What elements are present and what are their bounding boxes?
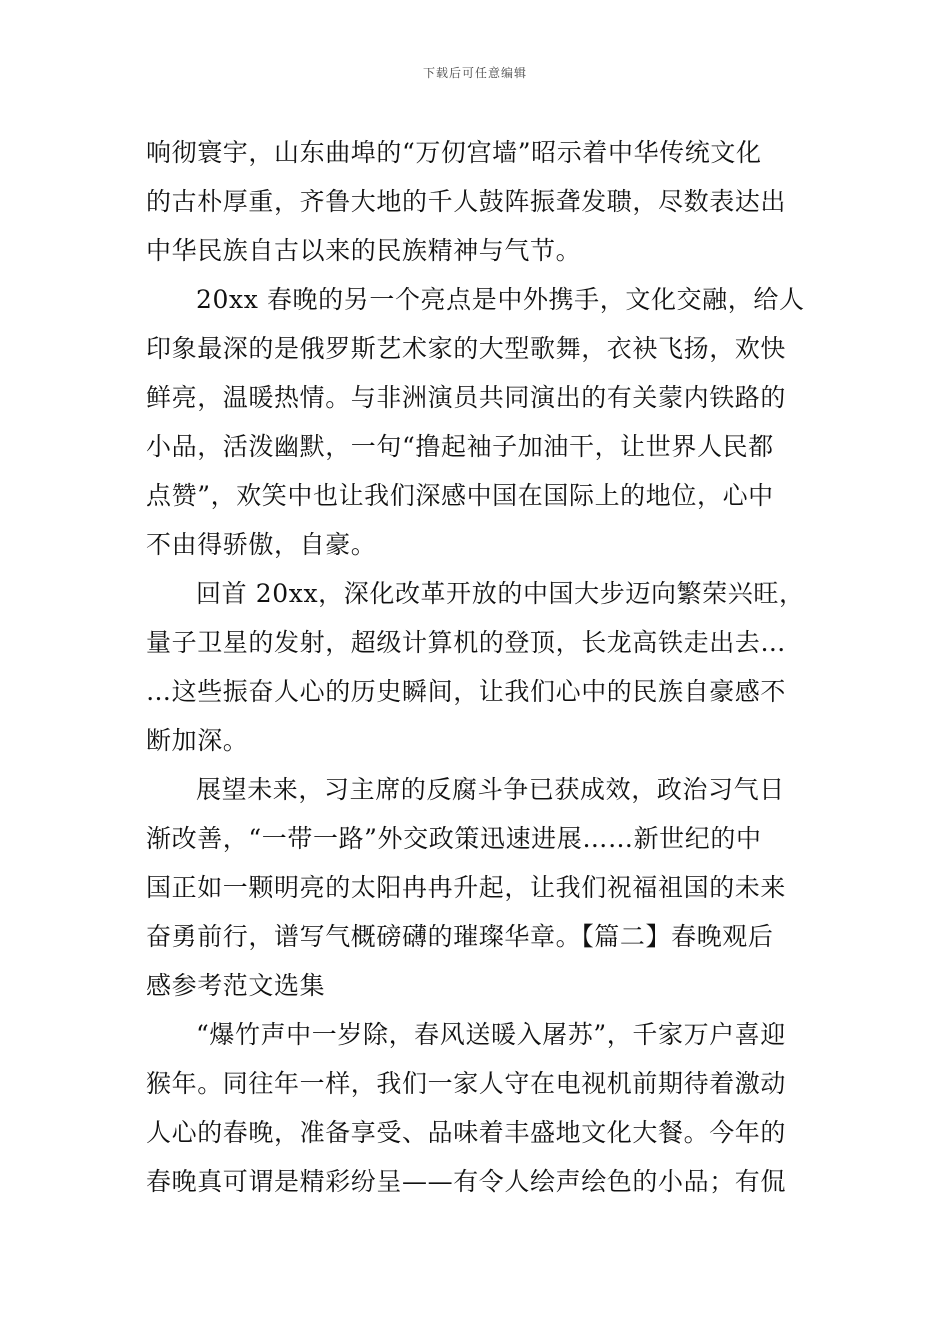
text-line: 小品，活泼幽默，一句“撸起袖子加油干，让世界人民都 [146,432,774,461]
text-line: 奋勇前行，谱写气概磅礴的璀璨华章。【篇二】春晚观后 [146,922,774,951]
text-line: 响彻寰宇，山东曲埠的“万仞宫墙”昭示着中华传统文化 [146,138,762,167]
paragraph-start-line: 20xx 春晚的另一个亮点是中外携手，文化交融，给人 [196,285,805,314]
text-line: 断加深。 [146,726,249,755]
page-header: 下载后可任意编辑 [422,66,527,80]
text-line: 春晚真可谓是精彩纷呈——有令人绘声绘色的小品；有侃 [146,1167,787,1196]
text-line: 人心的春晚，准备享受、品味着丰盛地文化大餐。今年的 [146,1118,787,1147]
paragraph-start-line: 展望未来，习主席的反腐斗争已获成效，政治习气日 [196,775,785,804]
text-line: 点赞”，欢笑中也让我们深感中国在国际上的地位，心中 [146,481,774,510]
text-line: 感参考范文选集 [146,971,326,1000]
text-line: 不由得骄傲，自豪。 [146,530,377,559]
document-body [146,128,806,1206]
paragraph-start-line: 回首 20xx，深化改革开放的中国大步迈向繁荣兴旺， [196,579,805,608]
text-line: 鲜亮，温暖热情。与非洲演员共同演出的有关蒙内铁路的 [146,383,787,412]
text-line: 印象最深的是俄罗斯艺术家的大型歌舞，衣袂飞扬，欢快 [146,334,787,363]
text-line: 渐改善，“一带一路”外交政策迅速进展……新世纪的中 [146,824,762,853]
text-line: 国正如一颗明亮的太阳冉冉升起，让我们祝福祖国的未来 [146,873,787,902]
text-line: 中华民族自古以来的民族精神与气节。 [146,236,582,265]
paragraph-start-line: “爆竹声中一岁除，春风送暖入屠苏”，千家万户喜迎 [196,1020,786,1049]
text-line: 猴年。同往年一样，我们一家人守在电视机前期待着激动 [146,1069,787,1098]
text-line: 量子卫星的发射，超级计算机的登顶，长龙高铁走出去… [146,628,787,657]
text-line: …这些振奋人心的历史瞬间，让我们心中的民族自豪感不 [146,677,787,706]
text-line: 的古朴厚重，齐鲁大地的千人鼓阵振聋发聩，尽数表达出 [146,187,787,216]
